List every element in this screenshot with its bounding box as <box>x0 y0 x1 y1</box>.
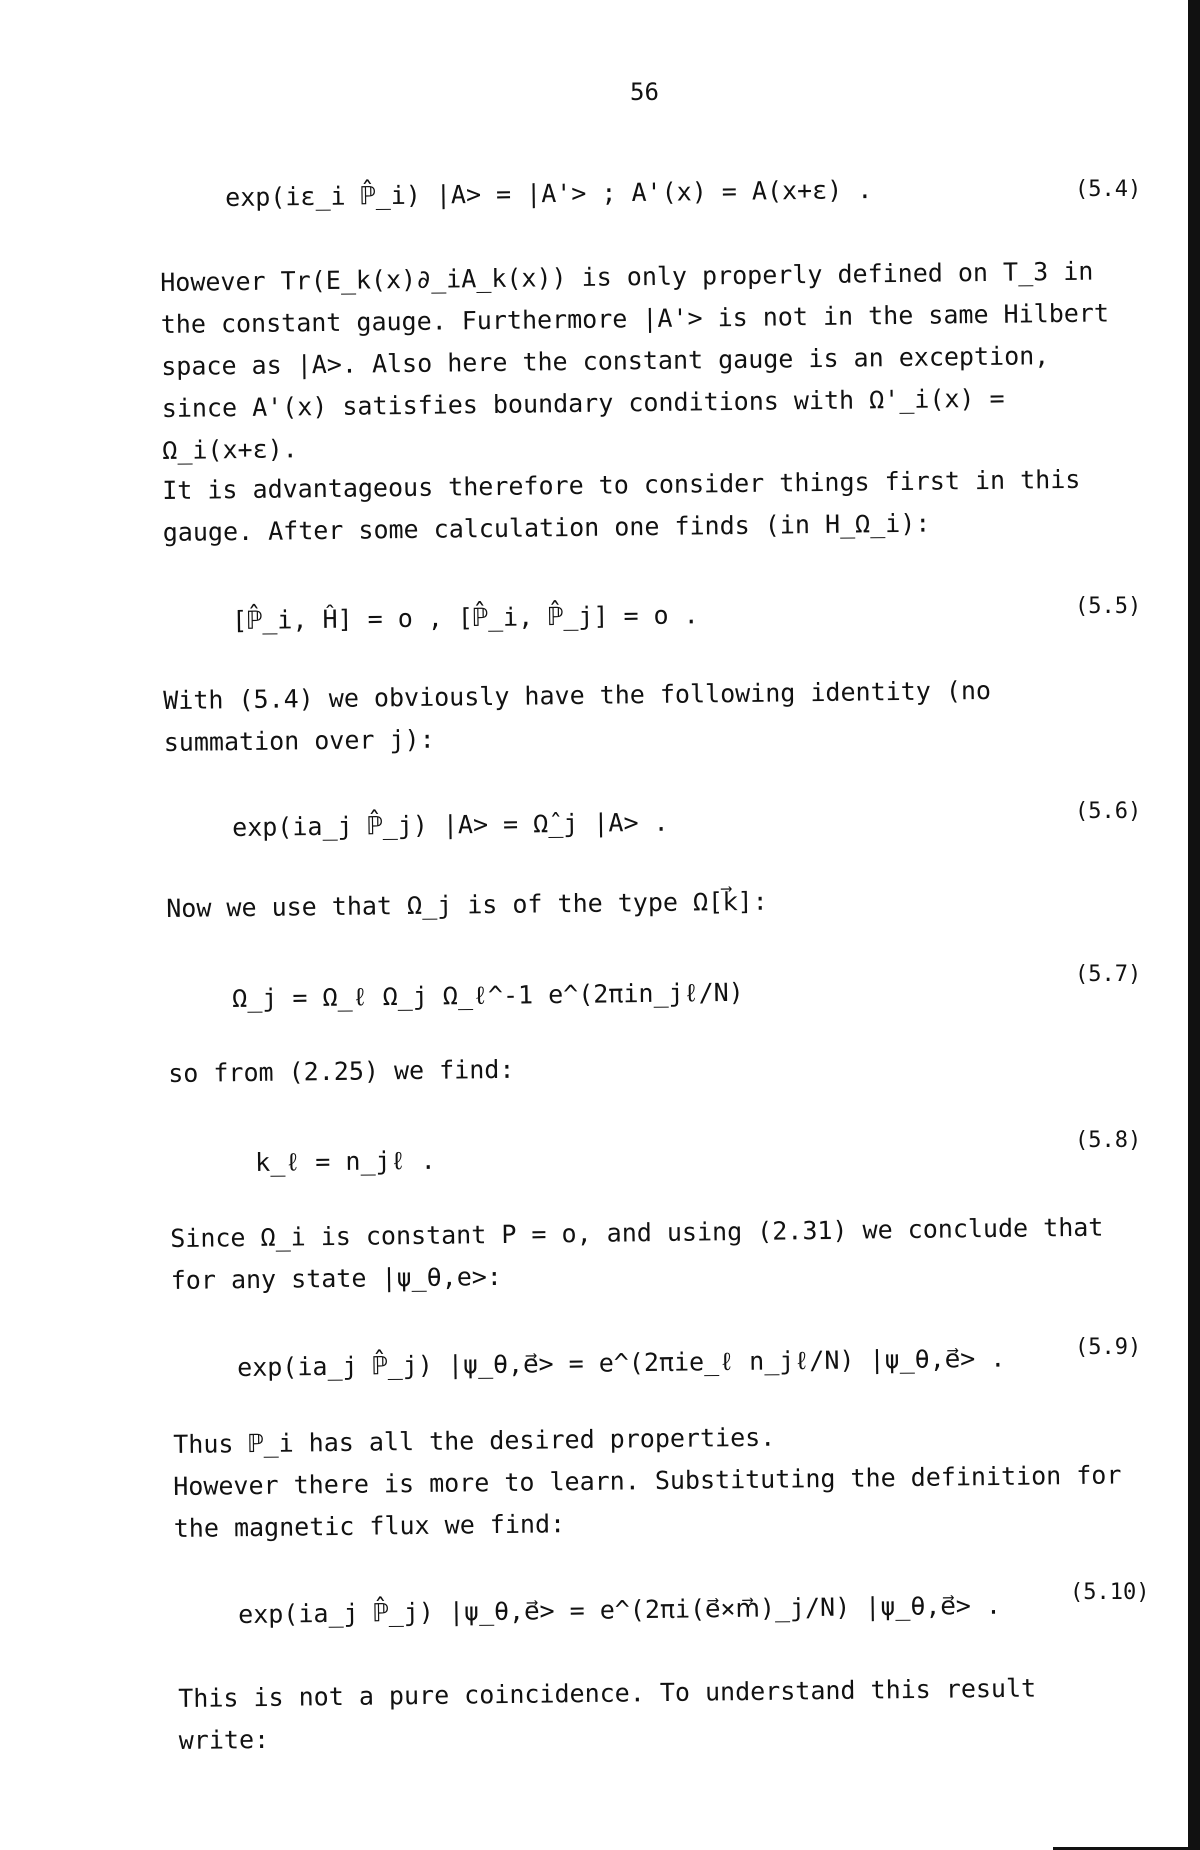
equation-number-5-8: (5.8) <box>1075 1128 1142 1153</box>
paragraph-4: Now we use that Ω_j is of the type Ω[k⃗]: <box>166 886 768 923</box>
equation-number-5-9: (5.9) <box>1075 1335 1142 1360</box>
equation-number-5-4: (5.4) <box>1075 177 1142 202</box>
equation-5-10: exp(ia_j ℙ̂_j) |ψ_θ,e⃗> = e^(2πi(e⃗×m⃗)_j/N) |ψ_θ,e⃗> . <box>238 1590 1002 1629</box>
equation-5-4: exp(iε_i ℙ̂_i) |A> = |A'> ; A'(x) = A(x+ε) . <box>225 175 873 212</box>
paragraph-5: so from (2.25) we find: <box>168 1054 515 1088</box>
page-number: 56 <box>630 78 659 106</box>
paragraph-6: Since Ω_i is constant P = o, and using (2.31) we conclude that for any state |ψ_θ,e>: <box>170 1212 1119 1295</box>
equation-5-5: [ℙ̂_i, Ĥ] = o , [ℙ̂_i, ℙ̂_j] = o . <box>232 600 699 635</box>
equation-5-9: exp(ia_j ℙ̂_j) |ψ_θ,e⃗> = e^(2πie_ℓ n_jℓ/N) |ψ_θ,e⃗> . <box>237 1343 1006 1382</box>
paragraph-3: With (5.4) we obviously have the following identity (no summation over j): <box>163 675 1007 757</box>
paragraph-8: However there is more to learn. Substituting the definition for the magnetic flux we find: <box>173 1460 1137 1543</box>
paragraph-7: Thus ℙ_i has all the desired properties. <box>173 1422 776 1459</box>
equation-5-7: Ω_j = Ω_ℓ Ω_j Ω_ℓ^-1 e^(2πin_jℓ/N) <box>232 977 744 1013</box>
equation-number-5-10: (5.10) <box>1070 1580 1150 1605</box>
equation-number-5-5: (5.5) <box>1075 594 1142 619</box>
equation-5-8: k_ℓ = n_jℓ . <box>255 1145 436 1177</box>
paragraph-1: However Tr(E_k(x)∂_iA_k(x)) is only properly defined on T_3 in the constant gauge. Furthermore |A'> is not in the same Hilbert space as |A>. Also here the constant gauge is an exception, since A'(x) satisfies boundary conditions with Ω'_i(x) = Ω_i(x+ε). <box>160 256 1125 465</box>
equation-number-5-7: (5.7) <box>1075 962 1142 987</box>
equation-number-5-6: (5.6) <box>1075 799 1142 824</box>
scan-edge-bar <box>1188 0 1200 1850</box>
paragraph-2: It is advantageous therefore to consider things first in this gauge. After some calculation one finds (in H_Ω_i): <box>162 464 1096 547</box>
equation-5-6: exp(ia_j ℙ̂_j) |A> = Ω̂_j |A> . <box>232 807 669 842</box>
paragraph-9: This is not a pure coincidence. To understand this result write: <box>178 1673 1052 1755</box>
